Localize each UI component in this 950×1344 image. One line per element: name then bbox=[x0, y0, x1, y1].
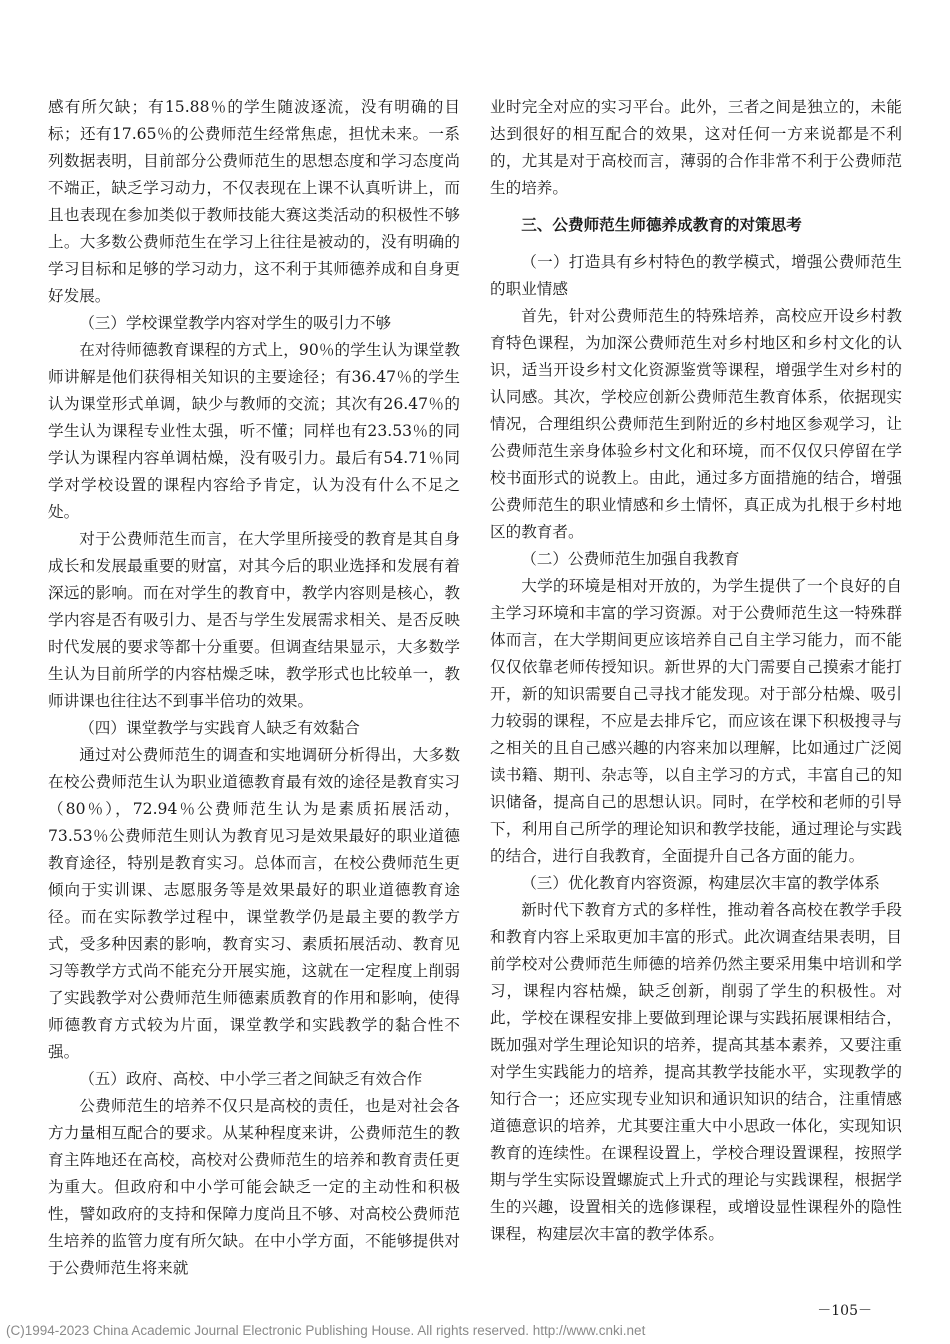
subsection-heading: （三）学校课堂教学内容对学生的吸引力不够 bbox=[79, 314, 392, 332]
subsection-heading: （一）打造具有乡村特色的教学模式，增强公费师范生的职业情感 bbox=[490, 253, 902, 298]
page-number: －105－ bbox=[817, 1303, 872, 1319]
section-title: 三、公费师范生师德养成教育的对策思考 bbox=[521, 216, 802, 234]
paragraph: 通过对公费师范生的调查和实地调研分析得出，大多数在校公费师范生认为职业道德教育最有效的途径是教育实习（80％），72.94％公费师范生认为是素质拓展活动，73.53％公费师范生则认为教育见习是效果最好的职业道德教育途径，特别是教育实习。总体而言，在校公费师范生更倾向于实训课、志愿服务等是效果最好的职业道德教育途径。而在实际教学过程中，课堂教学仍是最主要的教学方式，受多种因素的影响，教育实习、素质拓展活动、教育见习等教学方式尚不能充分开展实施，这就在一定程度上削弱了实践教学对公费师范生师德素质教育的作用和影响，使得师德教育方式较为片面，课堂教学和实践教学的黏合性不强。 bbox=[48, 746, 460, 1061]
paragraph: 对于公费师范生而言，在大学里所接受的教育是其自身成长和发展最重要的财富，对其今后的职业选择和发展有着深远的影响。而在对学生的教育中，教学内容则是核心，教学内容是否有吸引力、是否与学生发展需求相关、是否反映时代发展的要求等都十分重要。但调查结果显示，大多数学生认为目前所学的内容枯燥乏味，教学形式也比较单一，教师讲课也往往达不到事半倍功的效果。 bbox=[48, 530, 460, 710]
copyright-notice: (C)1994-2023 China Academic Journal Electronic Publishing House. All rights reserved. http://www.cnki.net bbox=[6, 1323, 646, 1338]
paragraph: 业时完全对应的实习平台。此外，三者之间是独立的，未能达到很好的相互配合的效果，这对任何一方来说都是不利的，尤其是对于高校而言，薄弱的合作非常不利于公费师范生的培养。 bbox=[490, 98, 902, 197]
subsection-heading: （四）课堂教学与实践育人缺乏有效黏合 bbox=[79, 719, 360, 737]
left-column bbox=[48, 94, 460, 1282]
right-column bbox=[490, 94, 902, 1248]
paragraph: 公费师范生的培养不仅只是高校的责任，也是对社会各方力量相互配合的要求。从某种程度来讲，公费师范生的教育主阵地还在高校，高校对公费师范生的培养和教育责任更为重大。但政府和中小学可能会缺乏一定的主动性和积极性，譬如政府的支持和保障力度尚且不够、对高校公费师范生培养的监管力度有所欠缺。在中小学方面，不能够提供对于公费师范生将来就 bbox=[48, 1097, 460, 1277]
paragraph: 感有所欠缺；有15.88％的学生随波逐流，没有明确的目标；还有17.65％的公费师范生经常焦虑，担忧未来。一系列数据表明，目前部分公费师范生的思想态度和学习态度尚不端正，缺乏学习动力，不仅表现在上课不认真听讲上，而且也表现在参加类似于教师技能大赛这类活动的积极性不够上。大多数公费师范生在学习上往往是被动的，没有明确的学习目标和足够的学习动力，这不利于其师德养成和自身更好发展。 bbox=[48, 98, 460, 305]
subsection-heading: （二）公费师范生加强自我教育 bbox=[521, 550, 740, 568]
subsection-heading: （五）政府、高校、中小学三者之间缺乏有效合作 bbox=[79, 1070, 423, 1088]
paragraph: 大学的环境是相对开放的，为学生提供了一个良好的自主学习环境和丰富的学习资源。对于公费师范生这一特殊群体而言，在大学期间更应该培养自己自主学习能力，而不能仅仅依靠老师传授知识。新世界的大门需要自己摸索才能打开，新的知识需要自己寻找才能发现。对于部分枯燥、吸引力较弱的课程，不应是去排斥它，而应该在课下积极搜寻与之相关的且自己感兴趣的内容来加以理解，比如通过广泛阅读书籍、期刊、杂志等，以自主学习的方式，丰富自己的知识储备，提高自己的思想认识。同时，在学校和老师的引导下，利用自己所学的理论知识和教学技能，通过理论与实践的结合，进行自我教育，全面提升自己各方面的能力。 bbox=[490, 577, 902, 865]
paragraph: 首先，针对公费师范生的特殊培养，高校应开设乡村教育特色课程，为加深公费师范生对乡村地区和乡村文化的认识，适当开设乡村文化资源鉴赏等课程，增强学生对乡村的认同感。其次，学校应创新公费师范生教育体系，依据现实情况，合理组织公费师范生到附近的乡村地区参观学习，让公费师范生亲身体验乡村文化和环境，而不仅仅只停留在学校书面形式的说教上。由此，通过多方面措施的结合，增强公费师范生的职业情感和乡土情怀，真正成为扎根于乡村地区的教育者。 bbox=[490, 307, 902, 541]
paragraph: 新时代下教育方式的多样性，推动着各高校在教学手段和教育内容上采取更加丰富的形式。此次调查结果表明，目前学校对公费师范生师德的培养仍然主要采用集中培训和学习，课程内容枯燥，缺乏创新，削弱了学生的积极性。对此，学校在课程安排上要做到理论课与实践拓展课相结合，既加强对学生理论知识的培养，提高其基本素养，又要注重对学生实践能力的培养，提高其教学技能水平，实现教学的知行合一；还应实现专业知识和通识知识的结合，注重情感道德意识的培养，尤其要注重大中小思政一体化，实现知识教育的连续性。在课程设置上，学校合理设置课程，按照学期与学生实际设置螺旋式上升式的理论与实践课程，根据学生的兴趣，设置相关的选修课程，或增设显性课程外的隐性课程，构建层次丰富的教学体系。 bbox=[490, 901, 902, 1243]
paragraph: 在对待师德教育课程的方式上，90％的学生认为课堂教师讲解是他们获得相关知识的主要途径；有36.47％的学生认为课堂形式单调，缺少与教师的交流；其次有26.47％的学生认为课程专业性太强，听不懂；同样也有23.53％的同学认为课程内容单调枯燥，没有吸引力。最后有54.71％同学对学校设置的课程内容给予肯定，认为没有什么不足之处。 bbox=[48, 341, 460, 521]
subsection-heading: （三）优化教育内容资源，构建层次丰富的教学体系 bbox=[521, 874, 880, 892]
